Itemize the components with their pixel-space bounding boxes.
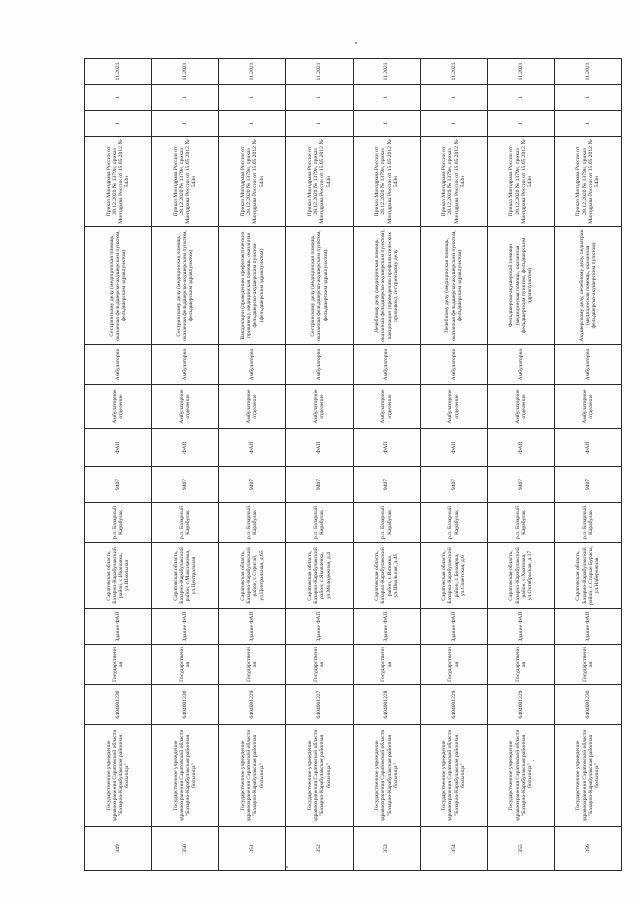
cell-val2: 1 — [554, 85, 621, 111]
cell-ownership: Государственная — [286, 645, 353, 685]
cell-ownership: Государственная — [152, 645, 219, 685]
cell-ogrn: 6404001228 — [353, 685, 420, 725]
cell-num: 356 — [554, 827, 621, 871]
cell-basis: Приказ Минздрава России от 28.12.2020 № 1379н, приказ Минздрава России от 15.05.2012 № 543н — [487, 137, 554, 227]
cell-building: Здание ФАП — [487, 609, 554, 645]
cell-care-form: Амбулаторное отделение — [152, 385, 219, 429]
cell-locality: р.п. Базарный Карабулак — [85, 503, 152, 543]
cell-services: Фельдшерско-акушерской помощи (медицинская помощь, оказанная фельдшерским пунктом, фельдшерским здравпунктом) — [487, 227, 554, 345]
cell-code: 9407 — [286, 467, 353, 503]
cell-building: Здание ФАП — [420, 609, 487, 645]
cell-val1: 1 — [152, 111, 219, 137]
cell-basis: Приказ Минздрава России от 28.12.2020 № 1379н, приказ Минздрава России от 15.05.2012 № 543н — [353, 137, 420, 227]
cell-care-conditions: Амбулаторно — [286, 345, 353, 385]
cell-locality: р.п. Базарный Карабулак — [219, 503, 286, 543]
cell-ownership: Государственная — [219, 645, 286, 685]
cell-year: 11.2021 — [85, 59, 152, 85]
cell-num: 349 — [85, 827, 152, 871]
cell-num: 351 — [219, 827, 286, 871]
cell-address: Саратовская область, Базарно-Карабулакский район, с.Белоярка, ул.Советская, д.6 — [420, 543, 487, 609]
cell-val2: 1 — [85, 85, 152, 111]
cell-services: Сестринскому делу (медицинская помощь, оказанная фельдшерско-акушерским пунктом, фельдшерским здравпунктом) — [85, 227, 152, 345]
cell-val2: 1 — [487, 85, 554, 111]
cell-care-form: Амбулаторное отделение — [487, 385, 554, 429]
table-row — [487, 59, 554, 871]
cell-address: Саратовская область, Базарно-Карабулакский район, с.Хватовка, ул.Октябрьская, д.17 — [487, 543, 554, 609]
cell-org: Государственное учреждение здравоохранения Саратовской области "Базарно-Карабулакская районная больница" — [554, 725, 621, 827]
cell-building: Здание ФАП — [353, 609, 420, 645]
cell-ogrn: 6404001236 — [85, 685, 152, 725]
cell-code: 9407 — [85, 467, 152, 503]
cell-services: Вакцинации (проведению профилактических прививок), медицинская помощь, оказанная фельдшерско-акушерским пунктом (фельдшерским здравпунктом) — [219, 227, 286, 345]
cell-address: Саратовская область, Базарно-Карабулакский район, с.Старые Бурасы, ул.Набережная — [554, 543, 621, 609]
cell-basis: Приказ Минздрава России от 28.12.2020 № 1379н, приказ Минздрава России от 15.05.2012 № 543н — [554, 137, 621, 227]
cell-year: 11.2021 — [219, 59, 286, 85]
cell-services: Акушерскому делу, лечебному делу, педиатрии (медицинская помощь, оказанная фельдшерско-акушерским пунктом) — [554, 227, 621, 345]
cell-org: Государственное учреждение здравоохранения Саратовской области "Базарно-Карабулакская районная больница" — [487, 725, 554, 827]
scan-speck — [355, 42, 357, 44]
table-row — [219, 59, 286, 871]
cell-val2: 1 — [286, 85, 353, 111]
cell-locality: р.п. Базарный Карабулак — [420, 503, 487, 543]
cell-num: 350 — [152, 827, 219, 871]
cell-facility-type: ФАП — [487, 429, 554, 467]
cell-facility-type: ФАП — [353, 429, 420, 467]
cell-ogrn: 6404001229 — [487, 685, 554, 725]
cell-care-form: Амбулаторное отделение — [219, 385, 286, 429]
cell-locality: р.п. Базарный Карабулак — [353, 503, 420, 543]
cell-care-form: Амбулаторное отделение — [554, 385, 621, 429]
cell-code: 9407 — [219, 467, 286, 503]
cell-val2: 1 — [152, 85, 219, 111]
cell-building: Здание ФАП — [85, 609, 152, 645]
cell-building: Здание ФАП — [554, 609, 621, 645]
table-row — [152, 59, 219, 871]
cell-facility-type: ФАП — [219, 429, 286, 467]
cell-val2: 1 — [353, 85, 420, 111]
cell-building: Здание ФАП — [286, 609, 353, 645]
cell-num: 353 — [353, 827, 420, 871]
cell-ogrn: 6404001229 — [420, 685, 487, 725]
cell-care-conditions: Амбулаторно — [85, 345, 152, 385]
scan-speck — [286, 866, 288, 868]
table-row — [420, 59, 487, 871]
cell-org: Государственное учреждение здравоохранения Саратовской области "Базарно-Карабулакская районная больница" — [286, 725, 353, 827]
cell-services: Сестринскому делу (медицинская помощь, оказанная фельдшерско-акушерским пунктом, фельдшерским здравпунктом) — [152, 227, 219, 345]
cell-org: Государственное учреждение здравоохранения Саратовской области "Базарно-Карабулакская районная больница" — [219, 725, 286, 827]
cell-facility-type: ФАП — [286, 429, 353, 467]
cell-basis: Приказ Минздрава России от 28.12.2020 № 1379н, приказ Минздрава России от 15.05.2012 № 543н — [219, 137, 286, 227]
cell-locality: р.п. Базарный Карабулак — [286, 503, 353, 543]
cell-ownership: Государственная — [420, 645, 487, 685]
cell-ogrn: 6404001227 — [286, 685, 353, 725]
table-row — [554, 59, 621, 871]
table-row — [286, 59, 353, 871]
cell-num: 355 — [487, 827, 554, 871]
cell-val1: 1 — [487, 111, 554, 137]
cell-year: 11.2021 — [353, 59, 420, 85]
cell-code: 9407 — [420, 467, 487, 503]
cell-services: Лечебному делу (медицинская помощь, оказанная фельдшерско-акушерским пунктом, фельдшерским здравпунктом) — [420, 227, 487, 345]
cell-locality: р.п. Базарный Карабулак — [554, 503, 621, 543]
cell-num: 354 — [420, 827, 487, 871]
cell-code: 9407 — [353, 467, 420, 503]
cell-basis: Приказ Минздрава России от 28.12.2020 № 1379н, приказ Минздрава России от 15.05.2012 № 543н — [286, 137, 353, 227]
cell-ownership: Государственная — [353, 645, 420, 685]
cell-care-form: Амбулаторное отделение — [353, 385, 420, 429]
cell-ownership: Государственная — [554, 645, 621, 685]
cell-services: Лечебному делу (медицинская помощь, оказанная фельдшерско-акушерским пунктом), вакцинации (проведению профилактических прививок), сестринскому делу — [353, 227, 420, 345]
cell-year: 11.2021 — [487, 59, 554, 85]
cell-ogrn: 6404001229 — [219, 685, 286, 725]
cell-building: Здание ФАП — [152, 609, 219, 645]
cell-basis: Приказ Минздрава России от 28.12.2020 № 1379н, приказ Минздрава России от 15.05.2012 № 543н — [85, 137, 152, 227]
cell-facility-type: ФАП — [85, 429, 152, 467]
cell-org: Государственное учреждение здравоохранения Саратовской области "Базарно-Карабулакская районная больница" — [420, 725, 487, 827]
cell-code: 9407 — [554, 467, 621, 503]
cell-code: 9407 — [487, 467, 554, 503]
cell-facility-type: ФАП — [554, 429, 621, 467]
cell-ogrn: 6404001236 — [152, 685, 219, 725]
cell-care-conditions: Амбулаторно — [219, 345, 286, 385]
cell-ownership: Государственная — [487, 645, 554, 685]
cell-address: Саратовская область, Базарно-Карабулакский район, с.Стригай, ул.Центральная, д.65 — [219, 543, 286, 609]
cell-val1: 1 — [219, 111, 286, 137]
cell-val2: 1 — [219, 85, 286, 111]
cell-org: Государственное учреждение здравоохранения Саратовской области "Базарно-Карабулакская районная больница" — [152, 725, 219, 827]
cell-services: Сестринскому делу (медицинская помощь, оказанная фельдшерско-акушерским пунктом, фельдшерским здравпунктом) — [286, 227, 353, 345]
cell-care-conditions: Амбулаторно — [420, 345, 487, 385]
cell-care-form: Амбулаторное отделение — [85, 385, 152, 429]
scan-speck — [533, 760, 534, 761]
cell-care-conditions: Амбулаторно — [554, 345, 621, 385]
cell-address: Саратовская область, Базарно-Карабулакский район, с.Яковлевка, ул.Молодежная, д.4 — [286, 543, 353, 609]
cell-locality: р.п. Базарный Карабулак — [487, 503, 554, 543]
cell-care-form: Амбулаторное отделение — [420, 385, 487, 429]
cell-year: 11.2021 — [286, 59, 353, 85]
cell-org: Государственное учреждение здравоохранения Саратовской области "Базарно-Карабулакская районная больница" — [85, 725, 152, 827]
cell-year: 11.2021 — [554, 59, 621, 85]
cell-year: 11.2021 — [152, 59, 219, 85]
registry-table — [84, 58, 622, 871]
cell-building: Здание ФАП — [219, 609, 286, 645]
cell-address: Саратовская область, Базарно-Карабулакский район, с.Вязовка, ул.Школьная, д.45 — [353, 543, 420, 609]
table-row — [85, 59, 152, 871]
cell-ownership: Государственная — [85, 645, 152, 685]
cell-num: 352 — [286, 827, 353, 871]
cell-locality: р.п. Базарный Карабулак — [152, 503, 219, 543]
cell-year: 11.2021 — [420, 59, 487, 85]
cell-val1: 1 — [286, 111, 353, 137]
cell-facility-type: ФАП — [420, 429, 487, 467]
cell-val1: 1 — [420, 111, 487, 137]
rotated-table-container — [84, 59, 622, 871]
cell-care-conditions: Амбулаторно — [152, 345, 219, 385]
cell-basis: Приказ Минздрава России от 28.12.2020 № 1379н, приказ Минздрава России от 15.05.2012 № 543н — [420, 137, 487, 227]
cell-basis: Приказ Минздрава России от 28.12.2020 № 1379н, приказ Минздрава России от 15.05.2012 № 543н — [152, 137, 219, 227]
cell-ogrn: 6404001230 — [554, 685, 621, 725]
cell-val1: 1 — [85, 111, 152, 137]
cell-facility-type: ФАП — [152, 429, 219, 467]
cell-care-conditions: Амбулаторно — [353, 345, 420, 385]
cell-care-conditions: Амбулаторно — [487, 345, 554, 385]
cell-code: 9407 — [152, 467, 219, 503]
cell-val1: 1 — [554, 111, 621, 137]
table-row — [353, 59, 420, 871]
cell-org: Государственное учреждение здравоохранения Саратовской области "Базарно-Карабулакская районная больница" — [353, 725, 420, 827]
cell-val1: 1 — [353, 111, 420, 137]
cell-address: Саратовская область, Базарно-Карабулакский район, с.Ивановка, ул.Школьная — [85, 543, 152, 609]
cell-val2: 1 — [420, 85, 487, 111]
cell-care-form: Амбулаторное отделение — [286, 385, 353, 429]
cell-address: Саратовская область, Базарно-Карабулакский район, с.Максимовка, ул.Центральная — [152, 543, 219, 609]
